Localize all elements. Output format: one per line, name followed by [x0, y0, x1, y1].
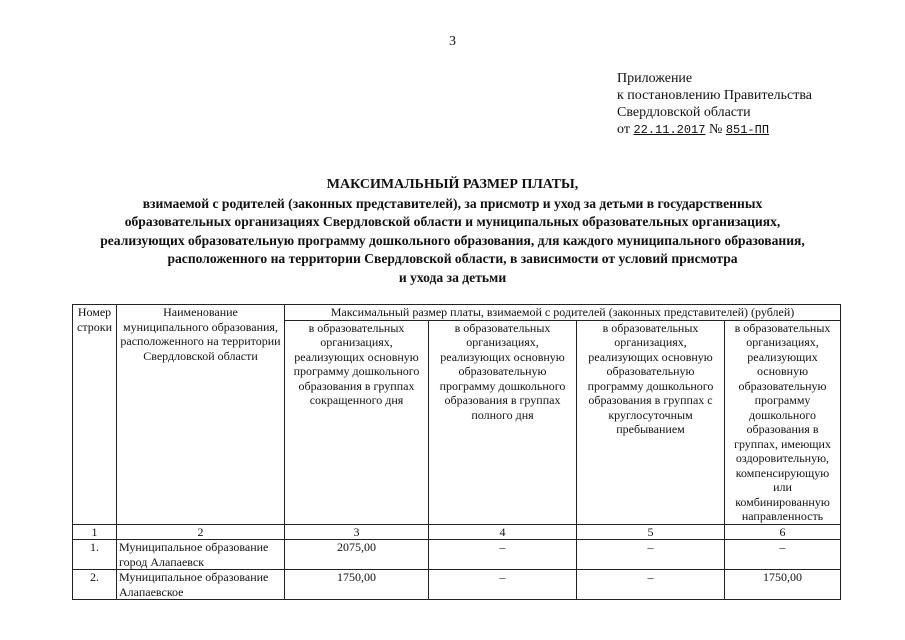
title-line-5: и ухода за детьми — [398, 269, 507, 285]
header-municipality: Наименование муниципального образования, расположенного на территории Свердловской области — [117, 305, 285, 525]
title-line-2: образовательных организациях Свердловской области и муниципальных образовательных организациях, — [124, 214, 781, 229]
header-col-6: в образовательных организациях, реализующих основную образовательную программу дошкольного образования в группах, имеющих оздоровительную, компенсирующую или комбинированную направленность — [725, 320, 841, 524]
header-max-fee: Максимальный размер платы, взимаемой с родителей (законных представителей) (рублей) — [285, 305, 841, 321]
column-number: 5 — [577, 524, 725, 540]
decree-line — [617, 121, 812, 139]
date-prefix: от — [617, 122, 630, 137]
title-line-1: взимаемой с родителей (законных представителей), за присмотр и уход за детьми в государственных — [142, 195, 763, 211]
fee-table — [72, 304, 841, 600]
municipality-name: Муниципальное образование город Алапаевск — [117, 540, 285, 570]
document-title — [70, 176, 835, 287]
appendix-line-2: к постановлению Правительства — [617, 88, 813, 103]
fee-full-day: – — [429, 540, 577, 570]
header-row-number: Номер строки — [73, 305, 117, 525]
column-number: 3 — [285, 524, 429, 540]
fee-full-day: – — [429, 570, 577, 600]
decree-date: 22.11.2017 — [633, 123, 706, 137]
fee-special-groups: 1750,00 — [725, 570, 841, 600]
header-col-3: в образовательных организациях, реализующих основную программу дошкольного образования в группах сокращенного дня — [285, 320, 429, 524]
table-header-row — [73, 305, 841, 321]
fee-short-day: 1750,00 — [285, 570, 429, 600]
fee-short-day: 2075,00 — [285, 540, 429, 570]
fee-round-the-clock: – — [577, 570, 725, 600]
municipality-name: Муниципальное образование Алапаевское — [117, 570, 285, 600]
column-number: 2 — [117, 524, 285, 540]
number-prefix: № — [708, 122, 723, 137]
fee-round-the-clock: – — [577, 540, 725, 570]
title-line-3: реализующих образовательную программу дошкольного образования, для каждого муниципального образования, — [100, 232, 805, 248]
decree-number: 851-ПП — [725, 123, 770, 137]
column-number: 1 — [73, 524, 117, 540]
header-col-5: в образовательных организациях, реализующих основную образовательную программу дошкольного образования в группах с круглосуточным пребыванием — [577, 320, 725, 524]
appendix-line-3: Свердловской области — [617, 105, 751, 120]
header-col-4: в образовательных организациях, реализующих основную образовательную программу дошкольного образования в группах полного дня — [429, 320, 577, 524]
title-main: МАКСИМАЛЬНЫЙ РАЗМЕР ПЛАТЫ, — [326, 177, 579, 192]
row-number: 2. — [73, 570, 117, 600]
fee-special-groups: – — [725, 540, 841, 570]
appendix-block — [617, 70, 812, 139]
column-number: 4 — [429, 524, 577, 540]
page-number: 3 — [449, 34, 456, 49]
column-number-row — [73, 524, 841, 540]
row-number: 1. — [73, 540, 117, 570]
table-row — [73, 540, 841, 570]
table-row — [73, 570, 841, 600]
column-number: 6 — [725, 524, 841, 540]
title-line-4: расположенного на территории Свердловской области, в зависимости от условий присмотра — [167, 251, 738, 266]
appendix-line-1: Приложение — [617, 71, 693, 86]
